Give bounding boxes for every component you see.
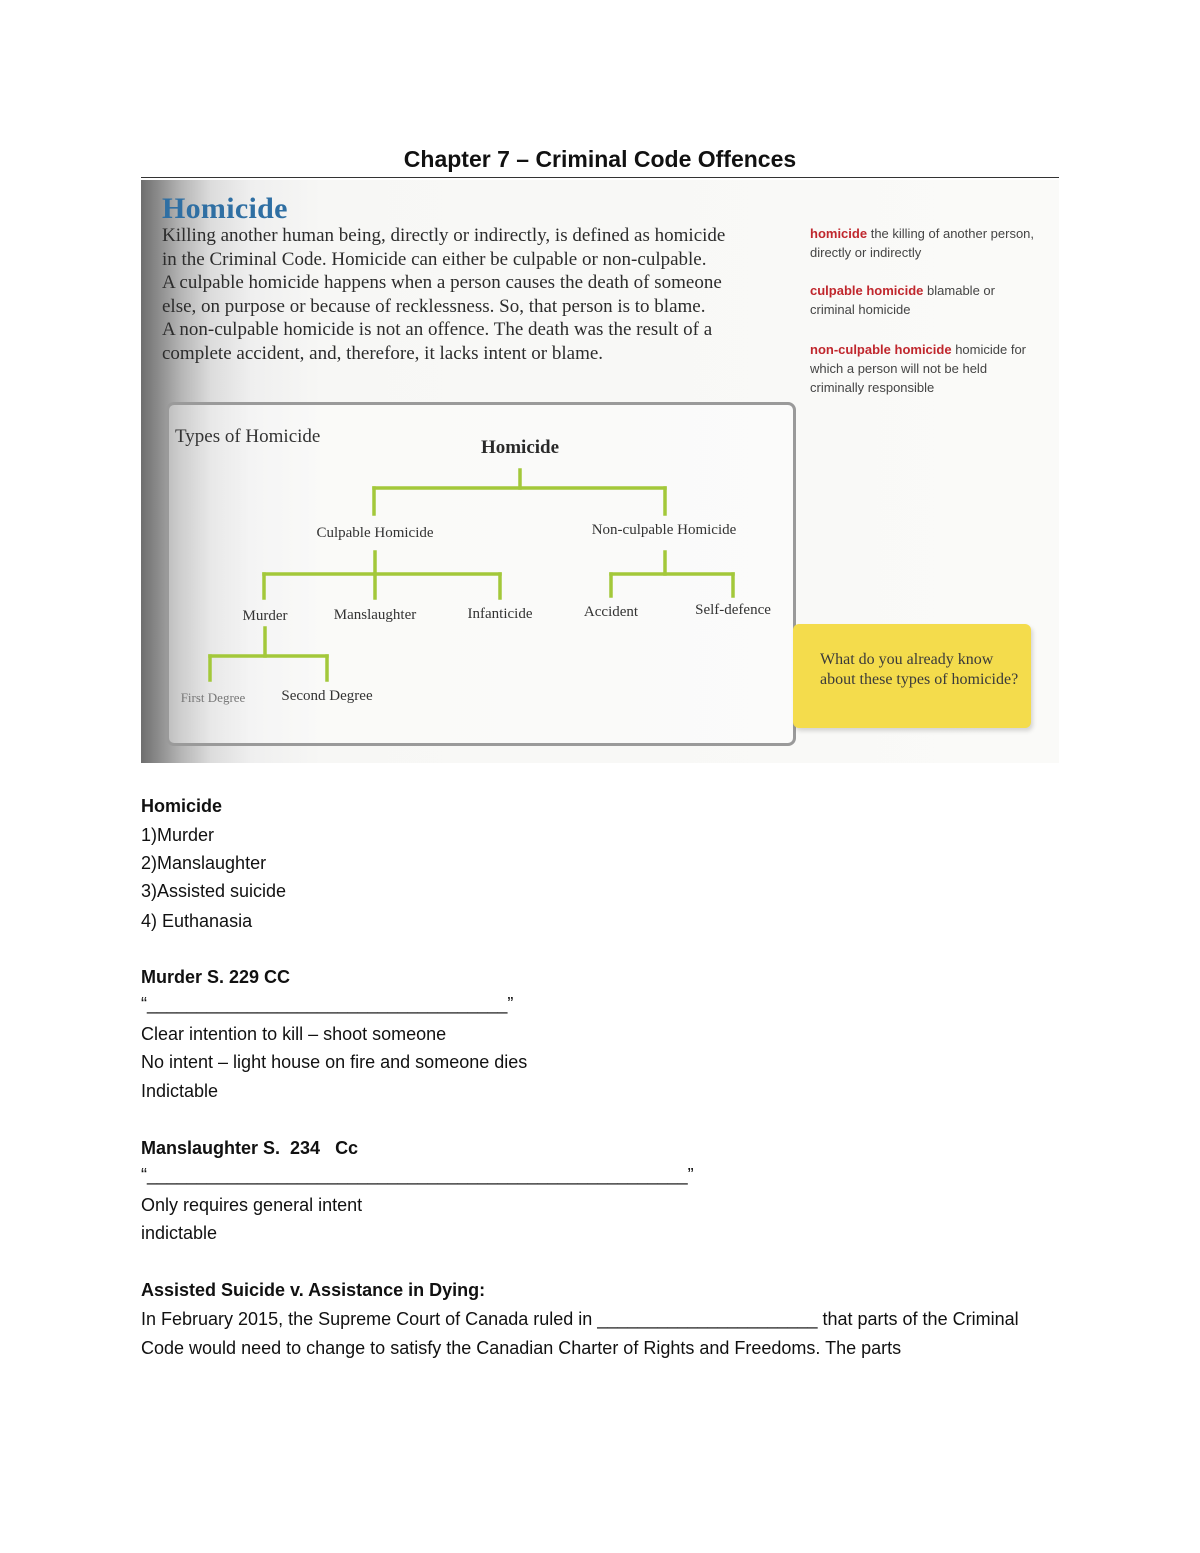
homicide-list-item: 1)Murder — [141, 825, 215, 845]
scan-line: complete accident, and, therefore, it lacks intent or blame. — [162, 342, 604, 364]
murder-heading: Murder S. 229 CC — [141, 967, 291, 987]
homicide-list-item: 4) Euthanasia — [141, 911, 253, 931]
murder-blank: “____________________________________” — [141, 994, 514, 1014]
node-first-degree: First Degree — [180, 690, 246, 705]
node-accident: Accident — [583, 604, 639, 620]
node-culpable-homicide: Culpable Homicide — [316, 525, 434, 541]
manslaughter-heading: Manslaughter S. 234 Cc — [141, 1138, 359, 1158]
scan-line: A culpable homicide happens when a person causes the death of someone — [162, 272, 722, 293]
scan-line: in the Criminal Code. Homicide can either be culpable or non-culpable. — [162, 248, 707, 270]
murder-note: Clear intention to kill – shoot someone — [141, 1024, 447, 1044]
scan-heading: Homicide — [162, 192, 288, 225]
manslaughter-blank: “______________________________________________________” — [141, 1165, 694, 1185]
title-rule — [141, 177, 1059, 178]
callout-text: What do you already know about these types of homicide? — [820, 651, 1019, 688]
assisted-suicide-paragraph: In February 2015, the Supreme Court of Canada ruled in ______________________ that parts of the Criminal Code would need to change to satisfy the Canadian Charter of Rights and Freedoms. The parts — [141, 1309, 1019, 1358]
node-second-degree: Second Degree — [281, 688, 373, 704]
scan-line: Killing another human being, directly or indirectly, is defined as homicide — [162, 225, 726, 246]
manslaughter-note: Only requires general intent — [141, 1195, 363, 1215]
node-infanticide: Infanticide — [467, 606, 533, 622]
node-non-culpable-homicide: Non-culpable Homicide — [591, 522, 737, 538]
node-self-defence: Self-defence — [695, 602, 771, 618]
glossary-definition: the killing of another person, directly or indirectly — [810, 226, 1035, 260]
document-title: Chapter 7 – Criminal Code Offences — [403, 146, 797, 172]
homicide-list-item: 2)Manslaughter — [141, 853, 267, 873]
scan-line: else, on purpose or because of recklessness. So, that person is to blame. — [162, 295, 706, 317]
textbook-scan — [141, 180, 1059, 763]
callout-box — [793, 624, 1031, 728]
glossary-term: non-culpable homicide — [810, 342, 952, 357]
homicide-heading: Homicide — [141, 796, 223, 816]
homicide-list-item: 3)Assisted suicide — [141, 881, 287, 901]
glossary-term: homicide — [810, 226, 868, 241]
murder-note: No intent – light house on fire and someone dies — [141, 1052, 528, 1072]
node-homicide: Homicide — [480, 437, 560, 458]
scan-line: A non-culpable homicide is not an offence. The death was the result of a — [162, 319, 713, 340]
diagram-label: Types of Homicide — [175, 426, 321, 447]
glossary-definition: homicide for which a person will not be held criminally responsible — [810, 342, 1027, 395]
manslaughter-note: indictable — [141, 1223, 218, 1243]
node-manslaughter: Manslaughter — [333, 607, 417, 623]
glossary-definition: blamable or criminal homicide — [810, 283, 995, 317]
murder-note: Indictable — [141, 1081, 219, 1101]
assisted-suicide-heading: Assisted Suicide v. Assistance in Dying: — [141, 1280, 486, 1300]
glossary-term: culpable homicide — [810, 283, 924, 298]
node-murder: Murder — [242, 608, 288, 624]
